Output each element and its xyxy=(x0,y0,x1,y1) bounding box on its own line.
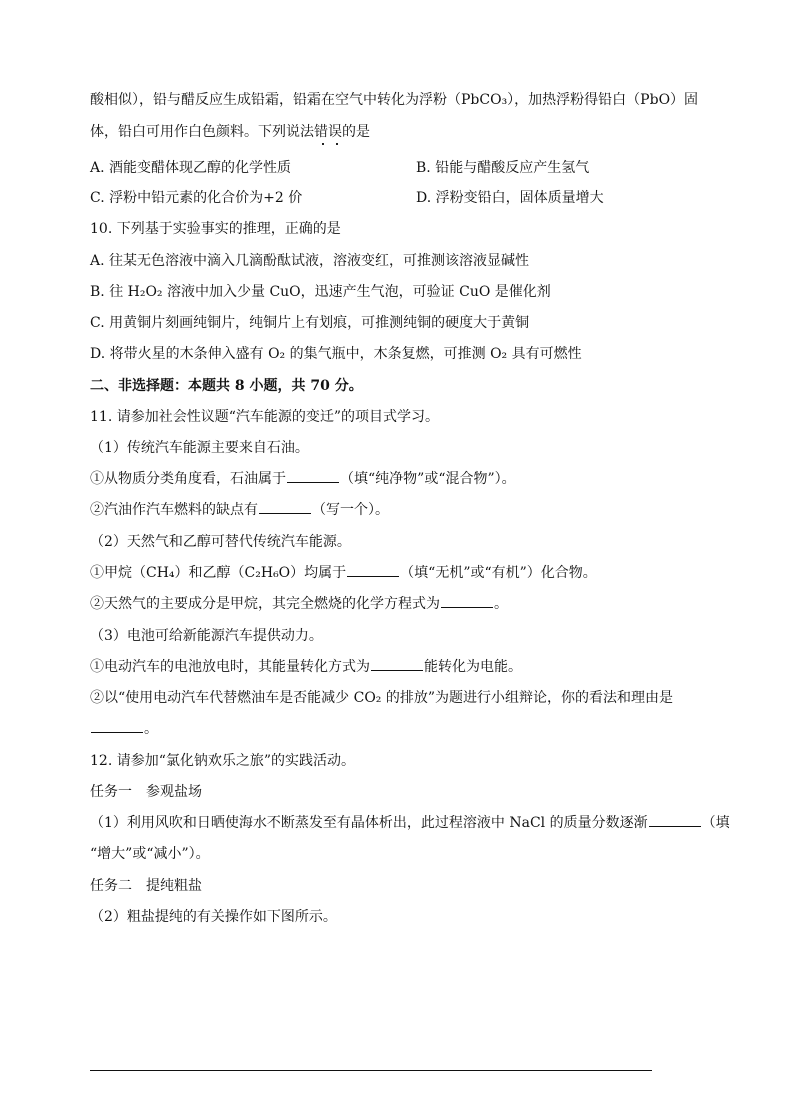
answer-blank[interactable] xyxy=(259,501,311,514)
q11-part3-b-end: 。 xyxy=(144,721,158,737)
q9-option-d: D. 浮粉变铅白，固体质量增大 xyxy=(416,190,604,206)
q9-text-line2 xyxy=(90,122,370,142)
answer-blank[interactable] xyxy=(371,658,423,671)
q12-part1 xyxy=(90,813,730,833)
q11-part3-b: ②以“使用电动汽车代替燃油车是否能减少 CO₂ 的排放”为题进行小组辩论，你的看法和理由是 xyxy=(90,690,674,706)
q11-part1-b xyxy=(90,500,389,520)
answer-blank[interactable] xyxy=(91,720,143,733)
q11-part3-a xyxy=(90,657,522,677)
q11-part3-b-answer xyxy=(90,719,158,739)
q11-part2-b xyxy=(90,594,508,614)
q11-part2-a xyxy=(90,563,597,583)
q10-option-c: C. 用黄铜片刻画纯铜片，纯铜片上有划痕，可推测纯铜的硬度大于黄铜 xyxy=(90,315,530,331)
q12-task1: 任务一 参观盐场 xyxy=(90,784,202,800)
q11-part2-a-text: ①甲烷（CH₄）和乙醇（C₂H₆O）均属于 xyxy=(90,565,347,581)
q12-part1-text: （1）利用风吹和日晒使海水不断蒸发至有晶体析出，此过程溶液中 NaCl 的质量分数逐渐 xyxy=(90,815,648,831)
answer-blank[interactable] xyxy=(287,470,339,483)
q10-option-b: B. 往 H₂O₂ 溶液中加入少量 CuO，迅速产生气泡，可验证 CuO 是催化剂 xyxy=(90,284,551,300)
q12-part1-line2: “增大”或“减小”）。 xyxy=(90,846,210,862)
q11-stem: 11. 请参加社会性议题“汽车能源的变迁”的项目式学习。 xyxy=(90,409,440,425)
q11-part2-b-text: ②天然气的主要成分是甲烷，其完全燃烧的化学方程式为 xyxy=(90,596,440,612)
q11-part1-a-hint: （填“纯净物”或“混合物”）。 xyxy=(340,471,516,487)
q11-part2: （2）天然气和乙醇可替代传统汽车能源。 xyxy=(90,534,351,550)
q12-part1-hint: （填 xyxy=(701,815,730,831)
q9-emphasis-word: 错误 xyxy=(314,124,342,140)
q11-part1-a xyxy=(90,469,516,489)
q9-text-line1: 酸相似），铅与醋反应生成铅霜，铅霜在空气中转化为浮粉（PbCO₃），加热浮粉得铅白（PbO）固 xyxy=(90,92,699,108)
q11-part1-b-text: ②汽油作汽车燃料的缺点有 xyxy=(90,502,258,518)
q11-part3-a-hint: 能转化为电能。 xyxy=(424,659,522,675)
q11-part2-b-end: 。 xyxy=(494,596,508,612)
q12-part2: （2）粗盐提纯的有关操作如下图所示。 xyxy=(90,909,337,925)
footer-divider xyxy=(90,1070,652,1071)
q9-option-b: B. 铅能与醋酸反应产生氢气 xyxy=(416,160,590,176)
q11-part2-a-hint: （填“无机”或“有机”）化合物。 xyxy=(400,565,597,581)
answer-blank[interactable] xyxy=(441,595,493,608)
q11-part1: （1）传统汽车能源主要来自石油。 xyxy=(90,440,309,456)
q12-task2: 任务二 提纯粗盐 xyxy=(90,878,202,894)
q9-option-c: C. 浮粉中铅元素的化合价为+2 价 xyxy=(90,190,303,206)
q11-part3-a-text: ①电动汽车的电池放电时，其能量转化方式为 xyxy=(90,659,370,675)
section-2-heading: 二、非选择题：本题共 8 小题，共 70 分。 xyxy=(90,378,363,394)
q11-part1-b-hint: （写一个）。 xyxy=(312,502,389,518)
q9-text-line2-a: 体，铅白可用作白色颜料。下列说法 xyxy=(90,124,314,140)
answer-blank[interactable] xyxy=(347,564,399,577)
q12-stem: 12. 请参加“氯化钠欢乐之旅”的实践活动。 xyxy=(90,753,356,769)
q11-part3: （3）电池可给新能源汽车提供动力。 xyxy=(90,628,323,644)
q10-option-d: D. 将带火星的木条伸入盛有 O₂ 的集气瓶中，木条复燃，可推测 O₂ 具有可燃性 xyxy=(90,346,582,362)
q9-text-line2-b: 的是 xyxy=(342,124,370,140)
answer-blank[interactable] xyxy=(649,814,701,827)
q9-option-a: A. 酒能变醋体现乙醇的化学性质 xyxy=(90,160,292,176)
q11-part1-a-text: ①从物质分类角度看，石油属于 xyxy=(90,471,286,487)
q10-stem: 10. 下列基于实验事实的推理，正确的是 xyxy=(90,221,341,237)
q10-option-a: A. 往某无色溶液中滴入几滴酚酞试液，溶液变红，可推测该溶液显碱性 xyxy=(90,253,530,269)
